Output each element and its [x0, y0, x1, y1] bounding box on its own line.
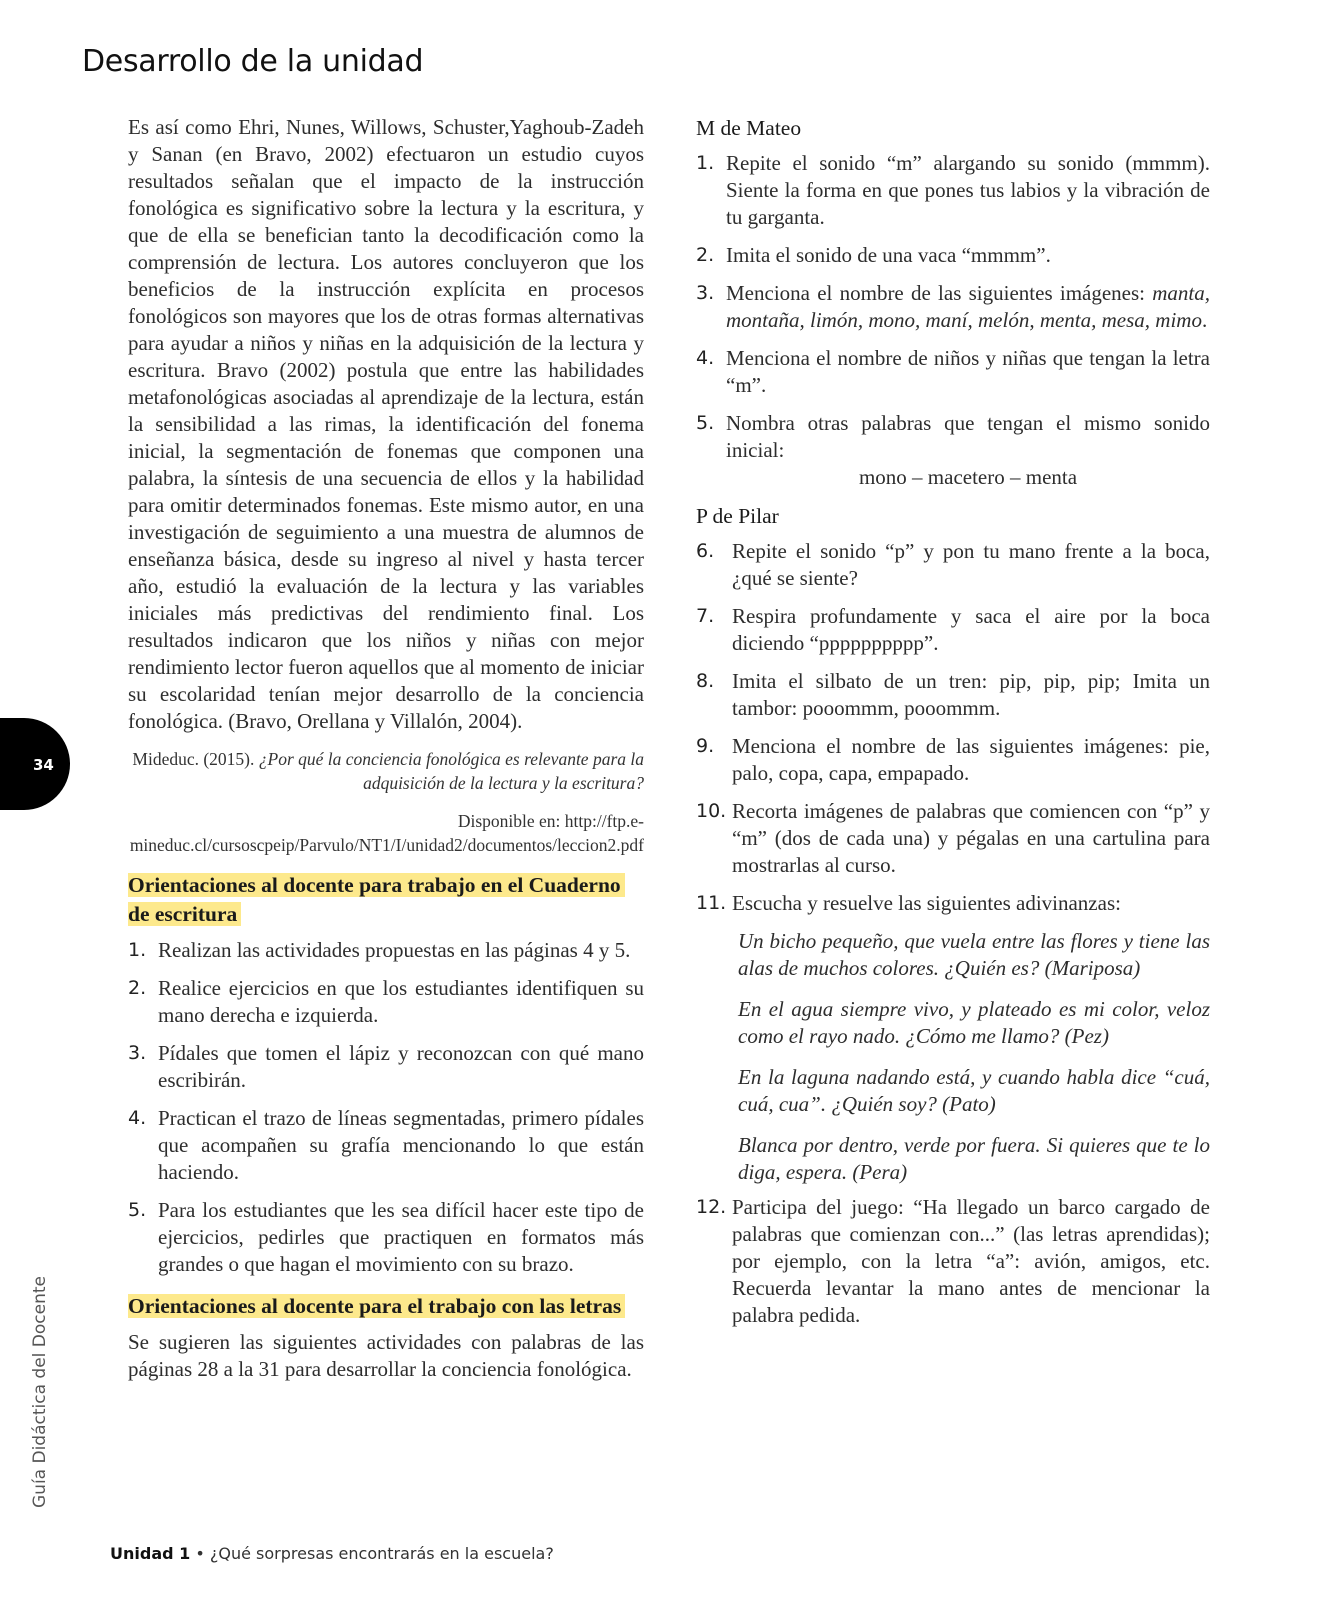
list-number: 9. — [696, 735, 715, 757]
intro-paragraph: Es así como Ehri, Nunes, Willows, Schuster,Yaghoub-Zadeh y Sanan (en Bravo, 2002) efectuaron un estudio cuyos resultados señalan que el impacto de la instrucción fonológica es significativo sobre la lectura y la escritura, y que de ella se benefician tanto la decodificación como la comprensión de lectura. Los autores concluyeron que los beneficios de la instrucción explícita en procesos fonológicos son mayores que los de otras formas alternativas para ayudar a niños y niñas en la adquisición de la lectura y escritura. Bravo (2002) postula que entre las habilidades metafonológicas asociadas al aprendizaje de la lectura, están la sensibilidad a las rimas, la identificación del fonema inicial, la segmentación de fonemas que componen una palabra, la síntesis de una secuencia de ellos y la habilidad para omitir determinados fonemas. Este mismo autor, en una investigación de seguimiento a una muestra de alumnos de enseñanza básica, desde su ingreso al nivel y hasta tercer año, estudió la evaluación de la lectura y las variables iniciales más predictivas del rendimiento final. Los resultados indicaron que los niños y niñas con mejor rendimiento lector fueron aquellos que al momento de iniciar su escolaridad tenían mejor desarrollo de la conciencia fonológica. (Bravo, Orellana y Villalón, 2004). — [128, 115, 644, 733]
list-number: 3. — [128, 1042, 147, 1064]
list-item — [128, 1105, 644, 1186]
list-item — [128, 1040, 644, 1094]
list-text: Participa del juego: “Ha llegado un barco cargado de palabras que comienzan con...” (las letras aprendidas); por ejemplo, con la letra “a”: avión, amigos, etc. Recuerda levantar la mano antes de mencionar la palabra pedida. — [732, 1195, 1210, 1327]
footer-unit: Unidad 1 — [110, 1544, 191, 1563]
list-text: Para los estudiantes que les sea difícil hacer este tipo de ejercicios, pedirles que practiquen en formatos más grandes o que hagan el movimiento con su brazo. — [158, 1198, 644, 1276]
section-heading-letters — [128, 1292, 644, 1321]
list-text: Realizan las actividades propuestas en las páginas 4 y 5. — [158, 938, 631, 962]
example-words-line: mono – macetero – menta — [858, 465, 1078, 489]
game-activity-list — [696, 1194, 1210, 1329]
list-number: 3. — [696, 282, 715, 304]
list-text: Respira profundamente y saca el aire por la boca diciendo “pppppppppp”. — [732, 604, 1210, 655]
list-number: 8. — [696, 670, 715, 692]
closing-paragraph: Se sugieren las siguientes actividades con palabras de las páginas 28 a la 31 para desarrollar la conciencia fonológica. — [128, 1330, 644, 1381]
right-column — [696, 114, 1210, 1340]
list-italic-words: manta, montaña, limón, mono, maní, melón, menta, mesa, mimo — [726, 281, 1210, 332]
list-number: 5. — [696, 412, 715, 434]
list-item — [696, 242, 1210, 269]
list-item — [696, 538, 1210, 592]
list-text: Escucha y resuelve las siguientes adivinanzas: — [732, 891, 1121, 915]
list-text: Menciona el nombre de las siguientes imágenes: — [726, 281, 1153, 305]
list-item — [696, 890, 1210, 917]
list-number: 6. — [696, 540, 715, 562]
list-number: 5. — [128, 1199, 147, 1221]
m-de-mateo-heading: M de Mateo — [696, 116, 802, 140]
list-item — [128, 975, 644, 1029]
citation-source: Mideduc. (2015). — [132, 749, 255, 769]
riddle-text: Un bicho pequeño, que vuela entre las flores y tiene las alas de muchos colores. ¿Quién es? (Mariposa) — [738, 929, 1210, 980]
list-item — [128, 937, 644, 964]
citation-url: Disponible en: http://ftp.e-mineduc.cl/cursoscpeip/Parvulo/NT1/I/unidad2/documentos/leccion2.pdf — [129, 811, 644, 855]
list-text: Menciona el nombre de niños y niñas que tengan la letra “m”. — [726, 346, 1210, 397]
list-item — [696, 798, 1210, 879]
list-text: Realice ejercicios en que los estudiantes identifiquen su mano derecha e izquierda. — [158, 976, 644, 1027]
list-text: Recorta imágenes de palabras que comiencen con “p” y “m” (dos de cada una) y pégalas en una cartulina para mostrarlas al curso. — [732, 799, 1210, 877]
list-number: 7. — [696, 605, 715, 627]
citation-reference — [128, 747, 644, 795]
p-de-pilar-heading: P de Pilar — [696, 504, 779, 528]
list-number: 2. — [696, 244, 715, 266]
section-heading-writing-notebook — [128, 871, 644, 929]
p-activities-list — [696, 538, 1210, 917]
highlighted-heading-text: Orientaciones al docente para trabajo en el Cuaderno de escritura — [128, 873, 625, 926]
list-number: 4. — [696, 347, 715, 369]
list-number: 1. — [696, 152, 715, 174]
list-item — [696, 345, 1210, 399]
highlighted-heading-text: Orientaciones al docente para el trabajo con las letras — [128, 1294, 625, 1318]
list-item — [696, 668, 1210, 722]
list-number: 10. — [696, 800, 727, 822]
list-item — [696, 1194, 1210, 1329]
left-column — [128, 114, 644, 1383]
list-number: 4. — [128, 1107, 147, 1129]
list-item — [696, 410, 1210, 491]
citation-title: ¿Por qué la conciencia fonológica es relevante para la adquisición de la lectura y la escritura? — [258, 749, 644, 793]
riddle-text: Blanca por dentro, verde por fuera. Si quieres que te lo diga, espera. (Pera) — [738, 1133, 1210, 1184]
list-text: Repite el sonido “m” alargando su sonido (mmmm). Siente la forma en que pones tus labios y la vibración de tu garganta. — [726, 151, 1210, 229]
list-text: Nombra otras palabras que tengan el mismo sonido inicial: — [726, 411, 1210, 462]
side-label: Guía Didáctica del Docente — [30, 1276, 50, 1508]
page-number-tab — [0, 718, 70, 810]
riddles-list — [696, 928, 1210, 1186]
list-number: 12. — [696, 1196, 727, 1218]
footer-separator: • — [190, 1544, 210, 1563]
page-number: 34 — [33, 756, 54, 774]
page-title: Desarrollo de la unidad — [82, 44, 424, 79]
footer — [110, 1544, 554, 1563]
list-text: Practican el trazo de líneas segmentadas, primero pídales que acompañen su grafía mencionando lo que están haciendo. — [158, 1106, 644, 1184]
list-text: Imita el sonido de una vaca “mmmm”. — [726, 243, 1051, 267]
list-item — [696, 603, 1210, 657]
list-text: Menciona el nombre de las siguientes imágenes: pie, palo, copa, capa, empapado. — [732, 734, 1210, 785]
list-number: 2. — [128, 977, 147, 999]
writing-notebook-list — [128, 937, 644, 1278]
list-item — [128, 1197, 644, 1278]
list-item — [696, 733, 1210, 787]
list-text: Pídales que tomen el lápiz y reconozcan con qué mano escribirán. — [158, 1041, 644, 1092]
footer-question: ¿Qué sorpresas encontrarás en la escuela? — [209, 1544, 554, 1563]
list-number: 1. — [128, 939, 147, 961]
list-item — [696, 280, 1210, 334]
list-text: Repite el sonido “p” y pon tu mano frente a la boca, ¿qué se siente? — [732, 539, 1210, 590]
list-text-end: . — [1201, 308, 1208, 332]
list-text: Imita el silbato de un tren: pip, pip, pip; Imita un tambor: pooommm, pooommm. — [732, 669, 1210, 720]
riddle-text: En el agua siempre vivo, y plateado es mi color, veloz como el rayo nado. ¿Cómo me llamo? (Pez) — [738, 997, 1210, 1048]
m-activities-list — [696, 150, 1210, 491]
list-number: 11. — [696, 892, 727, 914]
list-item — [696, 150, 1210, 231]
riddle-text: En la laguna nadando está, y cuando habla dice “cuá, cuá, cua”. ¿Quién soy? (Pato) — [738, 1065, 1210, 1116]
